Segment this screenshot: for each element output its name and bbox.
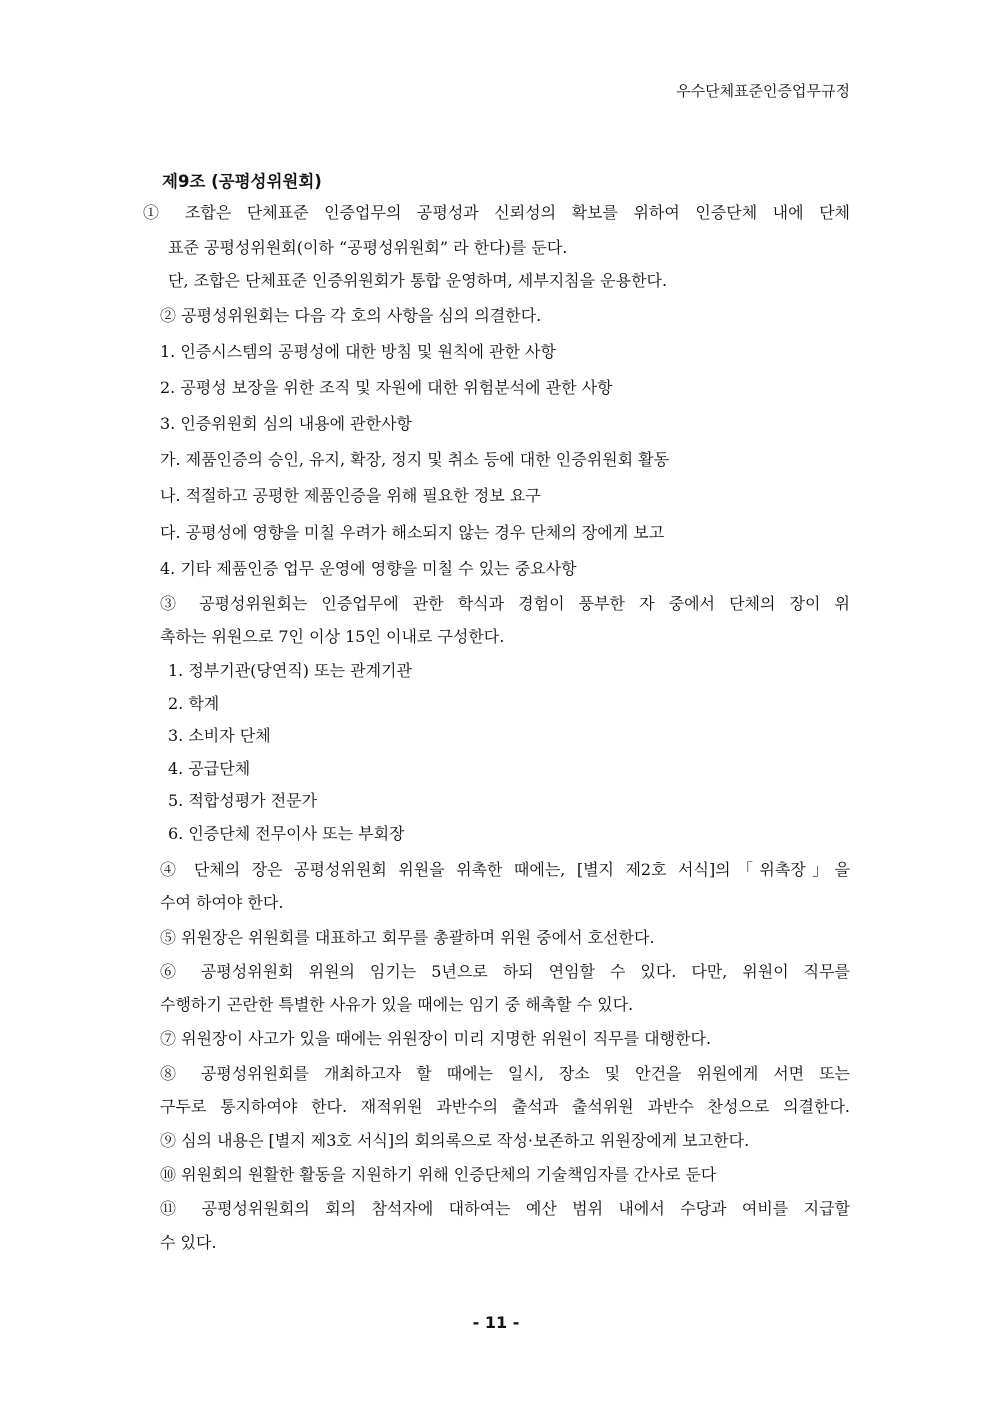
page-number: - 11 -	[472, 1313, 520, 1332]
body-line: 3. 소비자 단체	[168, 726, 271, 745]
body-line: 구두로 통지하여야 한다. 재적위원 과반수의 출석과 출석위원 과반수 찬성으로 의결한다.	[160, 1097, 850, 1116]
body-line: 촉하는 위원으로 7인 이상 15인 이내로 구성한다.	[160, 627, 505, 646]
body-line: 5. 적합성평가 전문가	[168, 791, 318, 810]
body-line: 2. 공평성 보장을 위한 조직 및 자원에 대한 위험분석에 관한 사항	[160, 378, 613, 397]
body-line: ⑧ 공평성위원회를 개최하고자 할 때에는 일시, 장소 및 안건을 위원에게 서면 또는	[160, 1064, 850, 1083]
body-line: ⑪ 공평성위원회의 회의 참석자에 대하여는 예산 범위 내에서 수당과 여비를 지급할	[160, 1199, 850, 1218]
body-line: 다. 공평성에 영향을 미칠 우려가 해소되지 않는 경우 단체의 장에게 보고	[160, 523, 665, 542]
body-line: 1. 정부기관(당연직) 또는 관계기관	[168, 661, 412, 680]
body-line: 3. 인증위원회 심의 내용에 관한사항	[160, 414, 412, 433]
body-line: 수 있다.	[160, 1233, 217, 1252]
body-line: 6. 인증단체 전무이사 또는 부회장	[168, 824, 405, 843]
body-line: ⑨ 심의 내용은 [별지 제3호 서식]의 회의록으로 작성·보존하고 위원장에게 보고한다.	[160, 1131, 750, 1150]
body-line: 수여 하여야 한다.	[160, 893, 284, 912]
body-line: 2. 학계	[168, 694, 220, 713]
body-line: 1. 인증시스템의 공평성에 대한 방침 및 원칙에 관한 사항	[160, 342, 556, 361]
body-line: 표준 공평성위원회(이하 “공평성위원회” 라 한다)를 둔다.	[168, 238, 568, 257]
body-line: ① 조합은 단체표준 인증업무의 공평성과 신뢰성의 확보를 위하여 인증단체 내에 단체	[143, 203, 850, 222]
body-line: 가. 제품인증의 승인, 유지, 확장, 정지 및 취소 등에 대한 인증위원회 활동	[160, 450, 670, 469]
body-line: 4. 기타 제품인증 업무 운영에 영향을 미칠 수 있는 중요사항	[160, 559, 577, 578]
body-line: ⑤ 위원장은 위원회를 대표하고 회무를 총괄하며 위원 중에서 호선한다.	[160, 928, 655, 947]
body-line: 나. 적절하고 공평한 제품인증을 위해 필요한 정보 요구	[160, 486, 541, 505]
body-line: ⑥ 공평성위원회 위원의 임기는 5년으로 하되 연임할 수 있다. 다만, 위원이 직무를	[160, 962, 850, 981]
body-line: ④ 단체의 장은 공평성위원회 위원을 위촉한 때에는, [별지 제2호 서식]의「위촉장」을	[160, 860, 850, 879]
article-title: 제9조 (공평성위원회)	[162, 172, 322, 191]
running-header: 우수단체표준인증업무규정	[676, 82, 850, 100]
body-line: 단, 조합은 단체표준 인증위원회가 통합 운영하며, 세부지침을 운용한다.	[168, 271, 668, 290]
body-line: ⑩ 위원회의 원활한 활동을 지원하기 위해 인증단체의 기술책임자를 간사로 둔다	[160, 1165, 717, 1184]
body-line: ② 공평성위원회는 다음 각 호의 사항을 심의 의결한다.	[160, 306, 542, 325]
body-line: ⑦ 위원장이 사고가 있을 때에는 위원장이 미리 지명한 위원이 직무를 대행한다.	[160, 1029, 712, 1048]
body-line: ③ 공평성위원회는 인증업무에 관한 학식과 경험이 풍부한 자 중에서 단체의 장이 위	[160, 594, 850, 613]
body-line: 4. 공급단체	[168, 759, 251, 778]
body-line: 수행하기 곤란한 특별한 사유가 있을 때에는 임기 중 해촉할 수 있다.	[160, 995, 634, 1014]
